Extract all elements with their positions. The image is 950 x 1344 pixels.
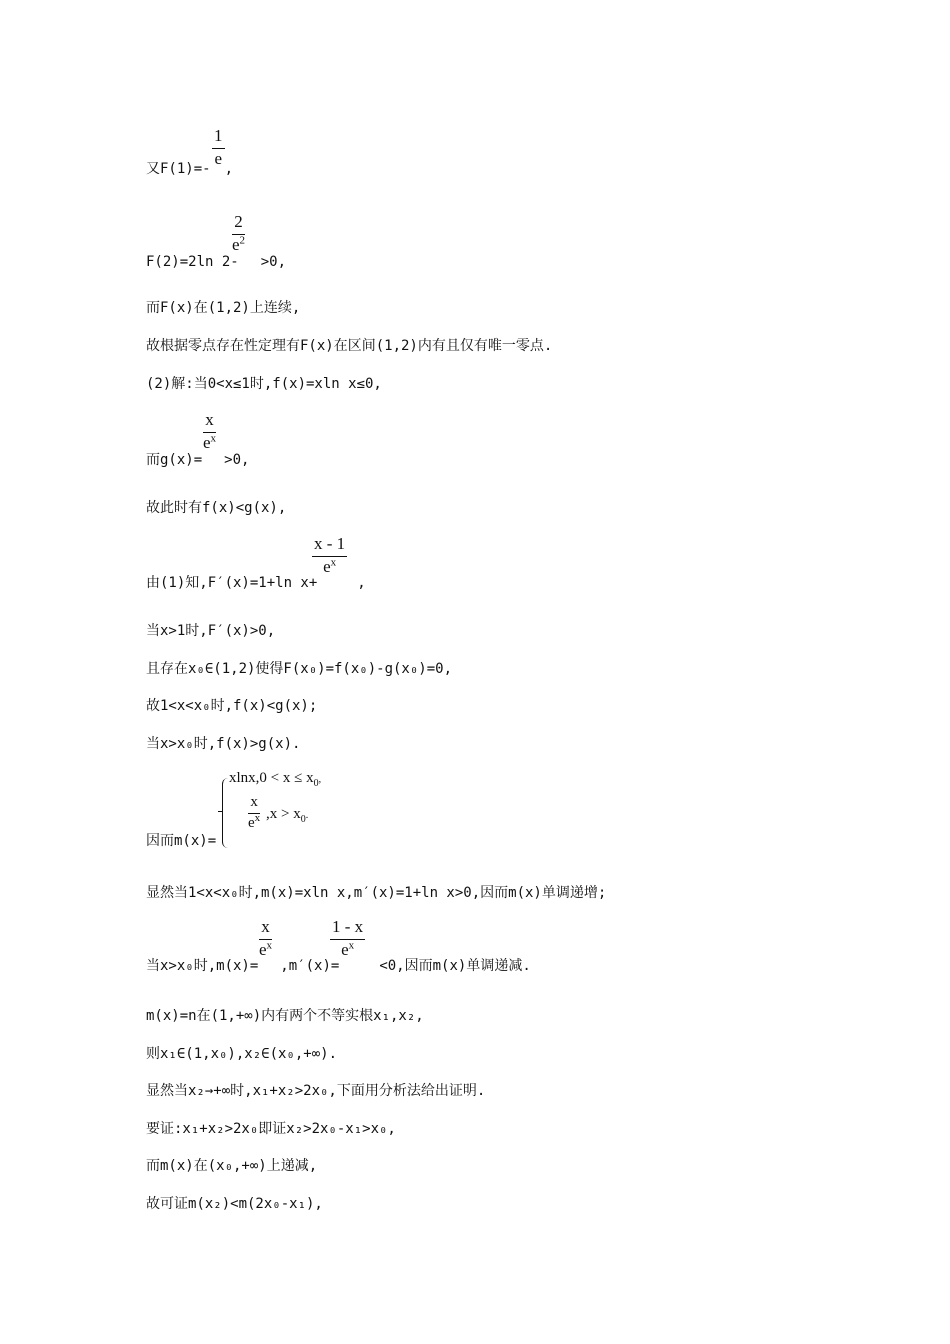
text-gx-tail: >0, (224, 452, 250, 468)
line-m-decreasing-2: 而m(x)在(x₀,+∞)上递减, (146, 1158, 318, 1174)
frac5-den-sup: x (266, 939, 273, 952)
frac2-den-sup: 2 (239, 234, 246, 247)
case2-denominator (248, 814, 260, 832)
frac5-denominator (259, 940, 272, 960)
frac1-denominator: e (214, 149, 223, 168)
piecewise-fraction (248, 793, 260, 832)
fraction-x-over-ex (203, 410, 216, 453)
fraction-1-over-e (212, 126, 225, 169)
line-f2 (146, 253, 286, 271)
text-f2-tail: >0, (260, 254, 287, 270)
piecewise-case-1 (229, 770, 321, 789)
line-to-prove: 要证:x₁+x₂>2x₀即证x₂>2x₀-x₁>x₀, (146, 1121, 396, 1137)
frac3-den-sup: x (210, 432, 217, 445)
line-can-prove: 故可证m(x₂)<m(2x₀-x₁), (146, 1196, 323, 1212)
piecewise-brace (222, 778, 231, 848)
text-f1-tail: , (224, 161, 234, 177)
line-continuous: 而F(x)在(1,2)上连续, (146, 300, 301, 316)
case1-sub: 0 (313, 778, 319, 789)
frac2-den-base: e (232, 235, 240, 254)
line-m-increasing: 显然当1<x<x₀时,m(x)=xln x,m′(x)=1+ln x>0,因而m(x)单调递增; (146, 885, 607, 901)
frac1-numerator: 1 (212, 126, 225, 149)
fraction-mx (259, 917, 272, 960)
text-gx: 而g(x)= (146, 452, 203, 468)
frac4-denominator (323, 557, 336, 577)
text-m-dec-a: 当x>x₀时,m(x)= (146, 958, 259, 974)
frac4-numerator: x - 1 (312, 534, 347, 557)
case1-text: xlnx,0 < x ≤ x (229, 770, 314, 786)
piecewise-case-2 (266, 806, 308, 825)
case2-den-base: e (248, 815, 255, 831)
frac6-numerator: 1 - x (330, 917, 365, 940)
frac6-den-base: e (341, 940, 349, 959)
line-zero-theorem: 故根据零点存在性定理有F(x)在区间(1,2)内有且仅有唯一零点. (146, 338, 553, 354)
frac6-den-sup: x (348, 939, 355, 952)
case2-sub: 0 (300, 814, 306, 825)
frac5-numerator: x (259, 917, 272, 940)
frac3-numerator: x (203, 410, 216, 433)
case2-numerator: x (248, 793, 260, 814)
frac4-den-base: e (323, 557, 331, 576)
frac6-denominator (341, 940, 354, 960)
case2-end: . (305, 810, 309, 821)
text-m-dec-b: ,m′(x)= (280, 958, 340, 974)
fraction-mprime (330, 917, 365, 960)
line-root-intervals: 则x₁∈(1,x₀),x₂∈(x₀,+∞). (146, 1046, 338, 1062)
text-f2: F(2)=2ln 2- (146, 254, 239, 270)
line-exists-x0: 且存在x₀∈(1,2)使得F(x₀)=f(x₀)-g(x₀)=0, (146, 661, 453, 677)
line-two-roots: m(x)=n在(1,+∞)内有两个不等实根x₁,x₂, (146, 1008, 424, 1024)
line-part2-start: (2)解:当0<x≤1时,f(x)=xln x≤0, (146, 376, 382, 392)
frac4-den-sup: x (330, 556, 337, 569)
case2-den-sup: x (254, 812, 261, 824)
frac2-numerator: 2 (232, 212, 245, 235)
line-f-less-g: 故此时有f(x)<g(x), (146, 500, 287, 516)
line-mx-def: 因而m(x)= (146, 833, 217, 849)
case2-tail: ,x > x (266, 806, 301, 822)
text-fprime-tail: , (357, 575, 366, 591)
line-analysis: 显然当x₂→+∞时,x₁+x₂>2x₀,下面用分析法给出证明. (146, 1083, 486, 1099)
text-m-dec-c: <0,因而m(x)单调递减. (379, 958, 531, 974)
frac2-denominator (232, 235, 245, 255)
frac3-den-base: e (203, 433, 211, 452)
case1-tail: , (318, 774, 322, 785)
fraction-2-over-e2 (232, 212, 245, 255)
text-fprime: 由(1)知,F′(x)=1+ln x+ (146, 575, 318, 591)
fraction-x-minus-1-over-ex (312, 534, 347, 577)
line-interval-2: 当x>x₀时,f(x)>g(x). (146, 736, 301, 752)
line-gx (146, 451, 249, 469)
frac3-denominator (203, 433, 216, 453)
text-f1: 又F(1)=- (146, 161, 211, 177)
line-interval-1: 故1<x<x₀时,f(x)<g(x); (146, 698, 318, 714)
line-fprime-positive: 当x>1时,F′(x)>0, (146, 623, 276, 639)
frac5-den-base: e (259, 940, 267, 959)
